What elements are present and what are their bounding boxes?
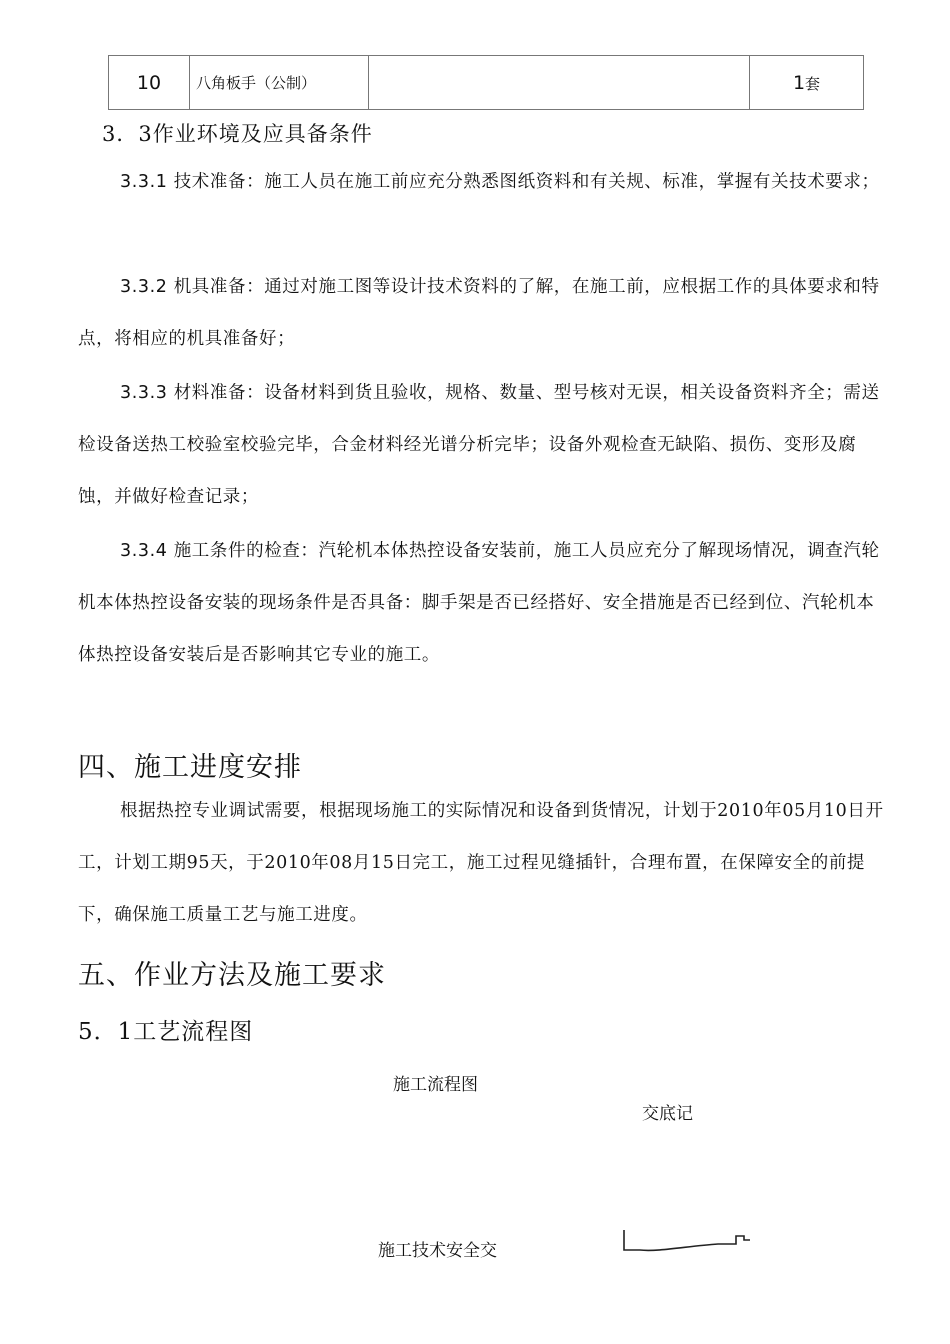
tools-table xyxy=(108,55,864,110)
clause-number: 3.3.1 xyxy=(120,172,168,192)
row-number: 10 xyxy=(109,56,190,110)
paragraph-3-3-3 xyxy=(78,367,890,523)
quantity-unit: 套 xyxy=(805,74,821,93)
paragraph-3-3-4 xyxy=(78,525,890,681)
table-row xyxy=(109,56,864,110)
paragraph-3-3-1 xyxy=(78,156,890,208)
flowchart-box-briefing: 施工技术安全交 xyxy=(378,1241,497,1261)
section-4-heading: 四、施工进度安排 xyxy=(78,752,302,783)
section-5-1-heading: 5．1工艺流程图 xyxy=(78,1019,254,1045)
quantity-number: 1 xyxy=(792,71,806,94)
flowchart-connector xyxy=(618,1228,758,1258)
tool-name: 八角板手（公制） xyxy=(190,56,369,110)
clause-text: 材料准备：设备材料到货且验收，规格、数量、型号核对无误，相关设备资料齐全；需送检设备送热工校验室校验完毕，合金材料经光谱分析完毕；设备外观检查无缺陷、损伤、变形及腐蚀，并做好检查记录； xyxy=(78,383,880,507)
clause-text: 施工条件的检查：汽轮机本体热控设备安装前，施工人员应充分了解现场情况，调查汽轮机本体热控设备安装的现场条件是否具备：脚手架是否已经搭好、安全措施是否已经到位、汽轮机本体热控设备安装后是否影响其它专业的施工。 xyxy=(78,541,880,665)
flowchart-title: 施工流程图 xyxy=(393,1075,478,1095)
schedule-text: 根据热控专业调试需要，根据现场施工的实际情况和设备到货情况，计划于2010年05月10日开工，计划工期95天，于2010年08月15日完工，施工过程见缝插针，合理布置，在保障安全的前提下，确保施工质量工艺与施工进度。 xyxy=(78,801,884,925)
paragraph-3-3-2 xyxy=(78,261,890,365)
clause-number: 3.3.2 xyxy=(120,277,168,297)
spec-cell xyxy=(369,56,750,110)
section-5-heading: 五、作业方法及施工要求 xyxy=(78,960,386,991)
clause-number: 3.3.3 xyxy=(120,383,168,403)
clause-text: 机具准备：通过对施工图等设计技术资料的了解，在施工前，应根据工作的具体要求和特点，将相应的机具准备好； xyxy=(78,277,880,349)
flowchart-box-record: 交底记 xyxy=(642,1104,693,1124)
clause-text: 技术准备：施工人员在施工前应充分熟悉图纸资料和有关规、标准，掌握有关技术要求； xyxy=(167,172,880,192)
paragraph-schedule xyxy=(78,785,890,941)
quantity-cell xyxy=(750,56,864,110)
clause-number: 3.3.4 xyxy=(120,541,168,561)
section-3-3-heading: 3．3作业环境及应具备条件 xyxy=(102,122,373,146)
